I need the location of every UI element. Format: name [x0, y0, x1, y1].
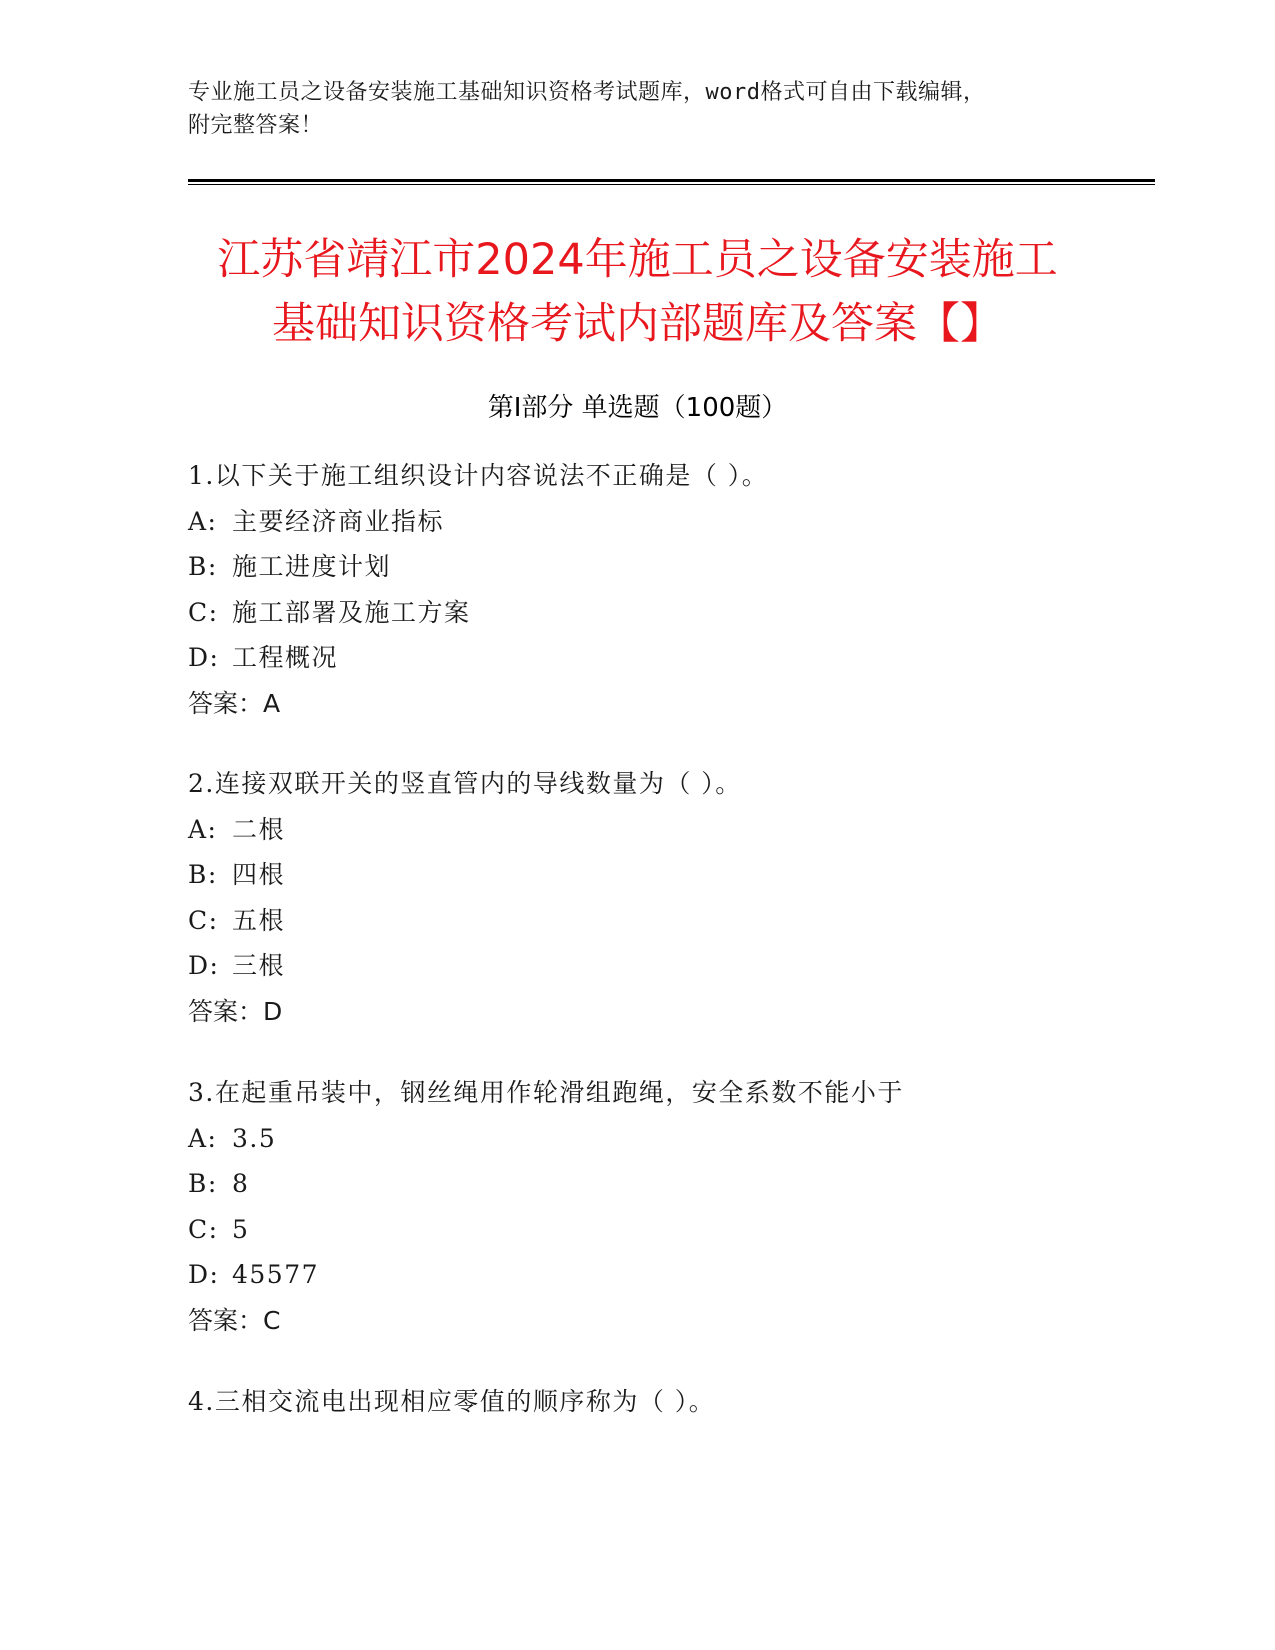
answer-line: 答案：D	[188, 996, 283, 1026]
option-a	[188, 499, 1168, 545]
question-stem: 3.在起重吊装中，钢丝绳用作轮滑组跑绳，安全系数不能小于	[188, 1078, 904, 1107]
question-2	[188, 761, 1168, 1034]
option-letter: C:	[188, 905, 219, 935]
header-note-line-1: 专业施工员之设备安装施工基础知识资格考试题库，word格式可自由下载编辑，	[188, 80, 986, 105]
answer-line: 答案：C	[188, 1305, 281, 1335]
option-letter: B:	[188, 1169, 218, 1198]
question-stem: 2.连接双联开关的竖直管内的导线数量为（ ）。	[188, 769, 742, 798]
option-c	[188, 898, 1168, 944]
option-text: 五根	[232, 905, 286, 935]
option-letter: C:	[188, 597, 219, 627]
header-divider-thin	[188, 184, 1155, 185]
question-1	[188, 453, 1168, 726]
option-a	[188, 1116, 1168, 1162]
option-letter: B:	[188, 860, 218, 889]
option-text: 8	[232, 1169, 250, 1198]
option-letter: D:	[188, 951, 220, 980]
option-letter: A:	[188, 814, 218, 844]
option-letter: B:	[188, 552, 218, 581]
option-text: 主要经济商业指标	[232, 506, 445, 536]
option-text: 施工进度计划	[232, 552, 392, 581]
document-title-line-1: 江苏省靖江市2024年施工员之设备安装施工	[217, 235, 1058, 285]
option-c	[188, 1207, 1168, 1253]
option-letter: C:	[188, 1214, 219, 1244]
document-title-line-2: 基础知识资格考试内部题库及答案【】	[272, 299, 1003, 349]
option-d	[188, 943, 1168, 989]
option-text: 45577	[232, 1260, 320, 1289]
header-note-line-2: 附完整答案！	[188, 113, 324, 138]
option-text: 工程概况	[232, 643, 339, 672]
question-stem: 1.以下关于施工组织设计内容说法不正确是（ ）。	[188, 461, 769, 490]
option-a	[188, 807, 1168, 853]
option-letter: D:	[188, 643, 220, 672]
document-title	[150, 228, 1125, 356]
answer-line: 答案：A	[188, 688, 281, 718]
option-b	[188, 1161, 1168, 1207]
option-letter: A:	[188, 506, 218, 536]
option-text: 5	[232, 1214, 250, 1244]
option-text: 二根	[232, 814, 286, 844]
option-b	[188, 852, 1168, 898]
question-stem: 4.三相交流电出现相应零值的顺序称为（ ）。	[188, 1387, 716, 1416]
question-3	[188, 1070, 1168, 1343]
option-letter: D:	[188, 1260, 220, 1289]
header-divider-thick	[188, 179, 1155, 182]
option-d	[188, 1252, 1168, 1298]
option-text: 四根	[232, 860, 286, 889]
option-b	[188, 544, 1168, 590]
section-heading: 第Ⅰ部分 单选题（100题）	[487, 393, 788, 423]
option-text: 施工部署及施工方案	[232, 597, 471, 627]
header-note	[188, 76, 1088, 142]
question-4	[188, 1379, 1168, 1425]
option-text: 三根	[232, 951, 286, 980]
option-text: 3.5	[232, 1123, 277, 1153]
option-letter: A:	[188, 1123, 218, 1153]
option-c	[188, 590, 1168, 636]
option-d	[188, 635, 1168, 681]
